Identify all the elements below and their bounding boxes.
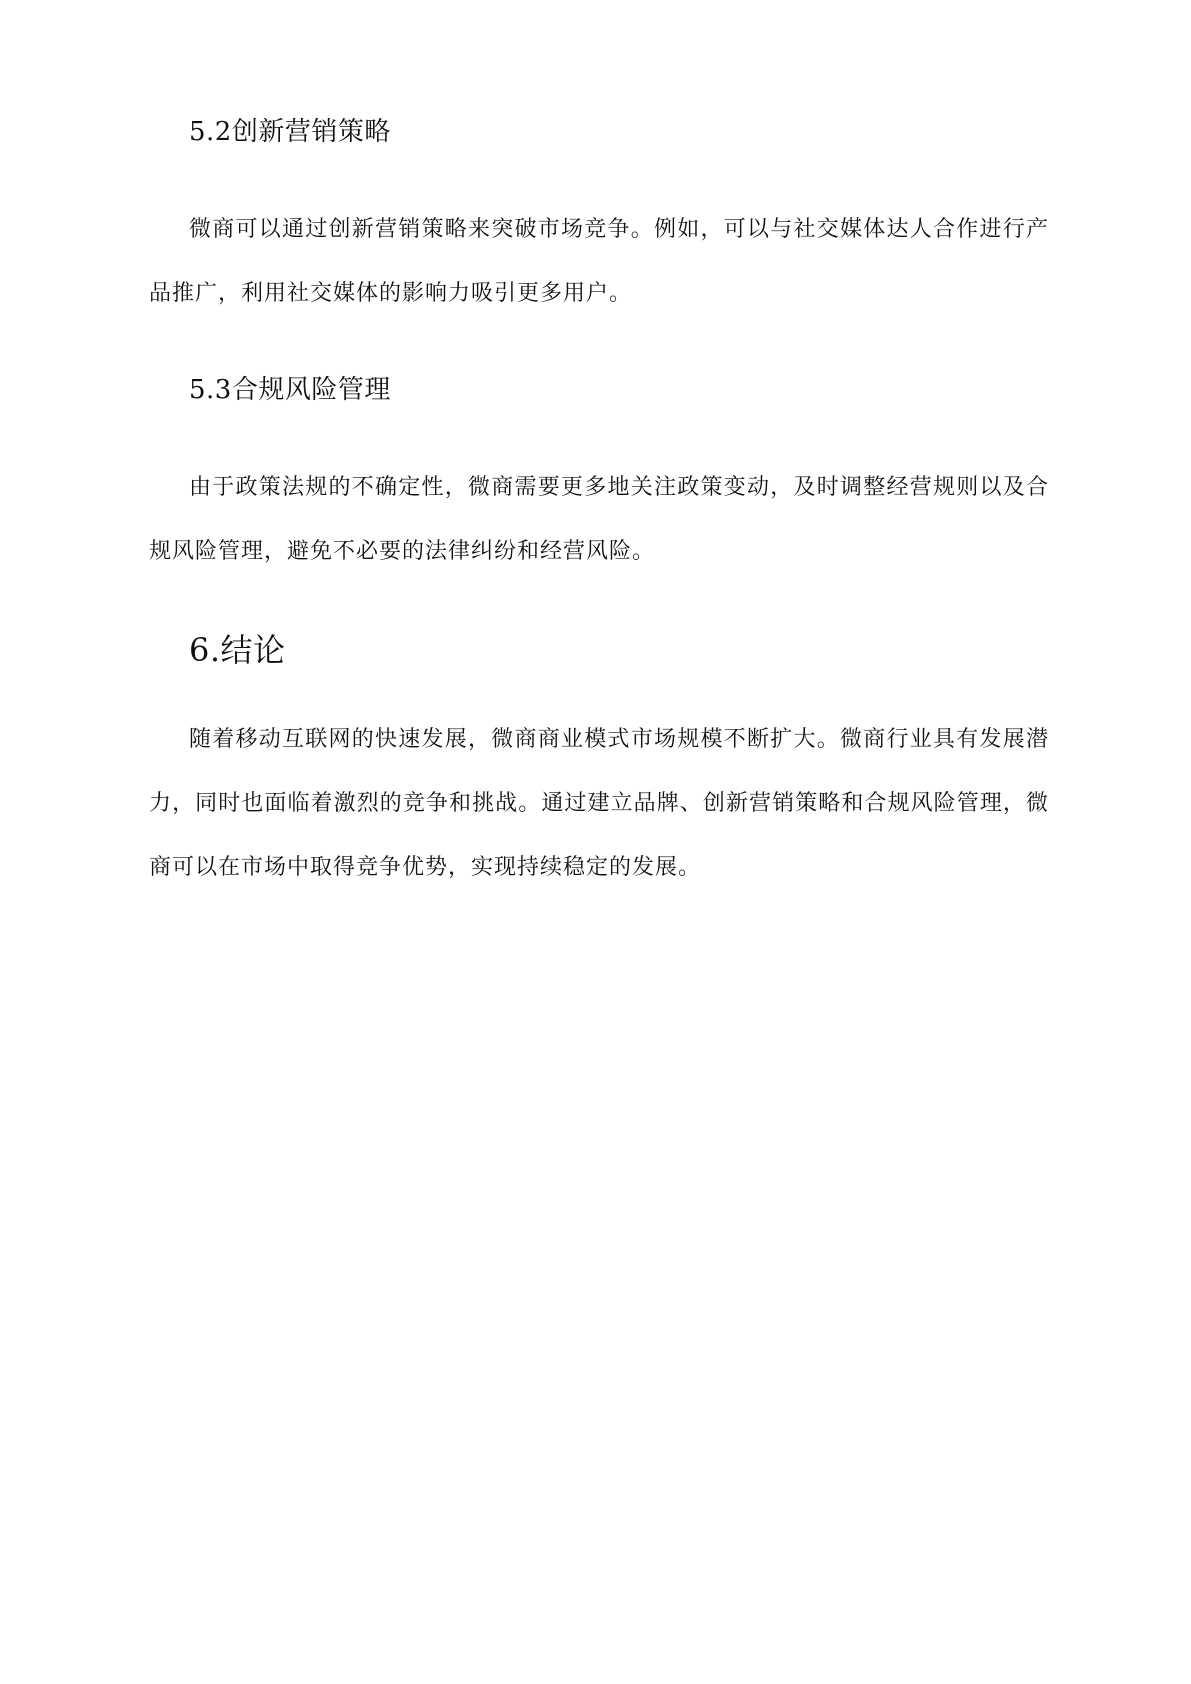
spacer — [149, 156, 1049, 198]
spacer — [149, 414, 1049, 456]
section-heading-compliance-risk: 5.3合规风险管理 — [189, 375, 391, 405]
paragraph-compliance-risk: 由于政策法规的不确定性，微商需要更多地关注政策变动，及时调整经营规则以及合规风险管理，避免不必要的法律纠纷和经营风险。 — [149, 475, 1049, 564]
section-heading-conclusion: 6.结论 — [189, 631, 286, 669]
spacer — [149, 678, 1049, 708]
paragraph-conclusion: 随着移动互联网的快速发展，微商商业模式市场规模不断扩大。微商行业具有发展潜力，同时也面临着激烈的竞争和挑战。通过建立品牌、创新营销策略和合规风险管理，微商可以在市场中取得竞争优势，实现持续稳定的发展。 — [149, 727, 1049, 880]
spacer — [149, 326, 1049, 366]
paragraph-innovative-marketing: 微商可以通过创新营销策略来突破市场竞争。例如，可以与社交媒体达人合作进行产品推广，利用社交媒体的影响力吸引更多用户。 — [149, 217, 1049, 306]
document-body — [149, 108, 1049, 900]
spacer — [149, 584, 1049, 622]
section-heading-innovative-marketing: 5.2创新营销策略 — [189, 117, 391, 147]
